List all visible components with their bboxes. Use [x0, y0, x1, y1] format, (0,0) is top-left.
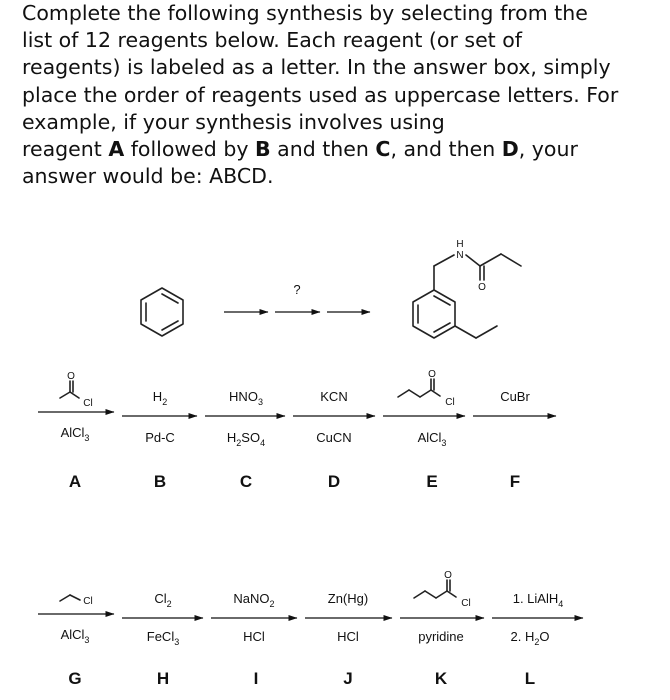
reagent-b-letter: B [153, 472, 167, 491]
atom-nitrogen: N [456, 250, 464, 261]
reagent-e-chlorine: Cl [445, 397, 455, 408]
question-line-4: place the order of reagents used as uppercase letters. For [22, 82, 619, 107]
line6-mid2: and then [270, 137, 376, 162]
reagent-l-top: 1. LiAlH$_4$ [512, 591, 564, 609]
reagent-E[interactable] [383, 369, 465, 491]
reagent-h-bottom: FeCl$_3$ [146, 629, 180, 647]
propanoyl-chloride-structure-k [414, 580, 456, 598]
starting-material-benzene [141, 288, 183, 336]
question-line-5: example, if your synthesis involves using [22, 109, 445, 134]
line6-post: , your [518, 137, 578, 162]
reagent-j-letter: J [343, 669, 353, 688]
reagent-b-top: $H_2$ [152, 389, 168, 407]
reagent-L[interactable] [492, 591, 583, 688]
reagent-d-top: KCN [320, 389, 348, 404]
reagent-a-bottom: AlCl$_3$ [60, 425, 90, 443]
reagent-b-bottom: Pd-C [145, 430, 175, 445]
reagent-B[interactable] [122, 389, 197, 491]
reagent-i-bottom: HCl [243, 629, 265, 644]
reagent-h-top: $Cl_2$ [154, 591, 172, 609]
question-line-2: list of 12 reagents below. Each reagent (or set of [22, 28, 522, 53]
reagent-k-oxygen: O [444, 570, 452, 581]
example-letter-c: C [375, 137, 391, 162]
question-line-7: answer would be: ABCD. [22, 164, 274, 189]
reagent-f-top: CuBr [500, 389, 530, 404]
propanoyl-chloride-structure [398, 379, 440, 397]
reagent-f-letter: F [509, 472, 521, 491]
reagent-k-letter: K [434, 669, 448, 688]
reagent-j-top: Zn(Hg) [327, 591, 369, 606]
reagent-a-letter: A [68, 472, 82, 491]
scheme-arrows [224, 282, 370, 312]
reagent-K[interactable] [400, 570, 484, 688]
line6-pre: reagent [22, 137, 109, 162]
line6-mid3: , and then [390, 137, 502, 162]
acetyl-chloride-structure [60, 381, 79, 398]
reagent-a-chlorine: Cl [83, 398, 93, 409]
reagent-e-bottom: AlCl$_3$ [417, 430, 447, 448]
reagent-h-letter: H [156, 669, 170, 688]
reagent-c-bottom: $H_2SO_4$ [226, 430, 266, 448]
atom-hydrogen: H [456, 239, 464, 250]
reagent-l-bottom: 2. $H_2O$ [510, 629, 550, 647]
reagent-d-bottom: CuCN [316, 430, 352, 445]
example-letter-b: B [254, 137, 271, 162]
reagent-k-chlorine: Cl [461, 598, 471, 609]
reagent-a-oxygen: O [67, 371, 75, 382]
target-product [413, 239, 521, 338]
reagent-d-letter: D [327, 472, 341, 491]
reagent-J[interactable] [305, 591, 392, 688]
reagent-e-oxygen: O [428, 369, 436, 380]
reagent-c-top: $HNO_3$ [229, 389, 263, 407]
question-line-3: reagents) is labeled as a letter. In the answer box, simply [22, 55, 611, 80]
reagent-k-bottom: pyridine [418, 629, 464, 644]
reagent-c-letter: C [239, 472, 253, 491]
reagent-I[interactable] [211, 591, 297, 688]
reagent-j-bottom: HCl [337, 629, 359, 644]
reagent-F[interactable] [473, 389, 556, 491]
example-letter-d: D [501, 137, 519, 162]
reagent-A[interactable] [38, 371, 114, 491]
unknown-steps-mark: ? [293, 282, 301, 297]
reagent-i-top: NaNO$_2$ [233, 591, 275, 609]
example-letter-a: A [108, 137, 125, 162]
reagent-g-chlorine: Cl [83, 596, 93, 607]
ethyl-chloride-structure [60, 595, 80, 601]
reagent-g-bottom: AlCl$_3$ [60, 627, 90, 645]
reagent-C[interactable] [205, 389, 285, 491]
question-line-1: Complete the following synthesis by selecting from the [22, 1, 588, 25]
reagent-e-letter: E [426, 472, 438, 491]
atom-oxygen: O [478, 282, 486, 293]
reagent-H[interactable] [122, 591, 203, 688]
line6-mid1: followed by [124, 137, 255, 162]
reagent-D[interactable] [293, 389, 375, 491]
reagent-l-letter: L [524, 669, 536, 688]
reagent-G[interactable] [38, 595, 114, 688]
reagent-i-letter: I [253, 669, 259, 688]
reagent-g-letter: G [68, 669, 82, 688]
